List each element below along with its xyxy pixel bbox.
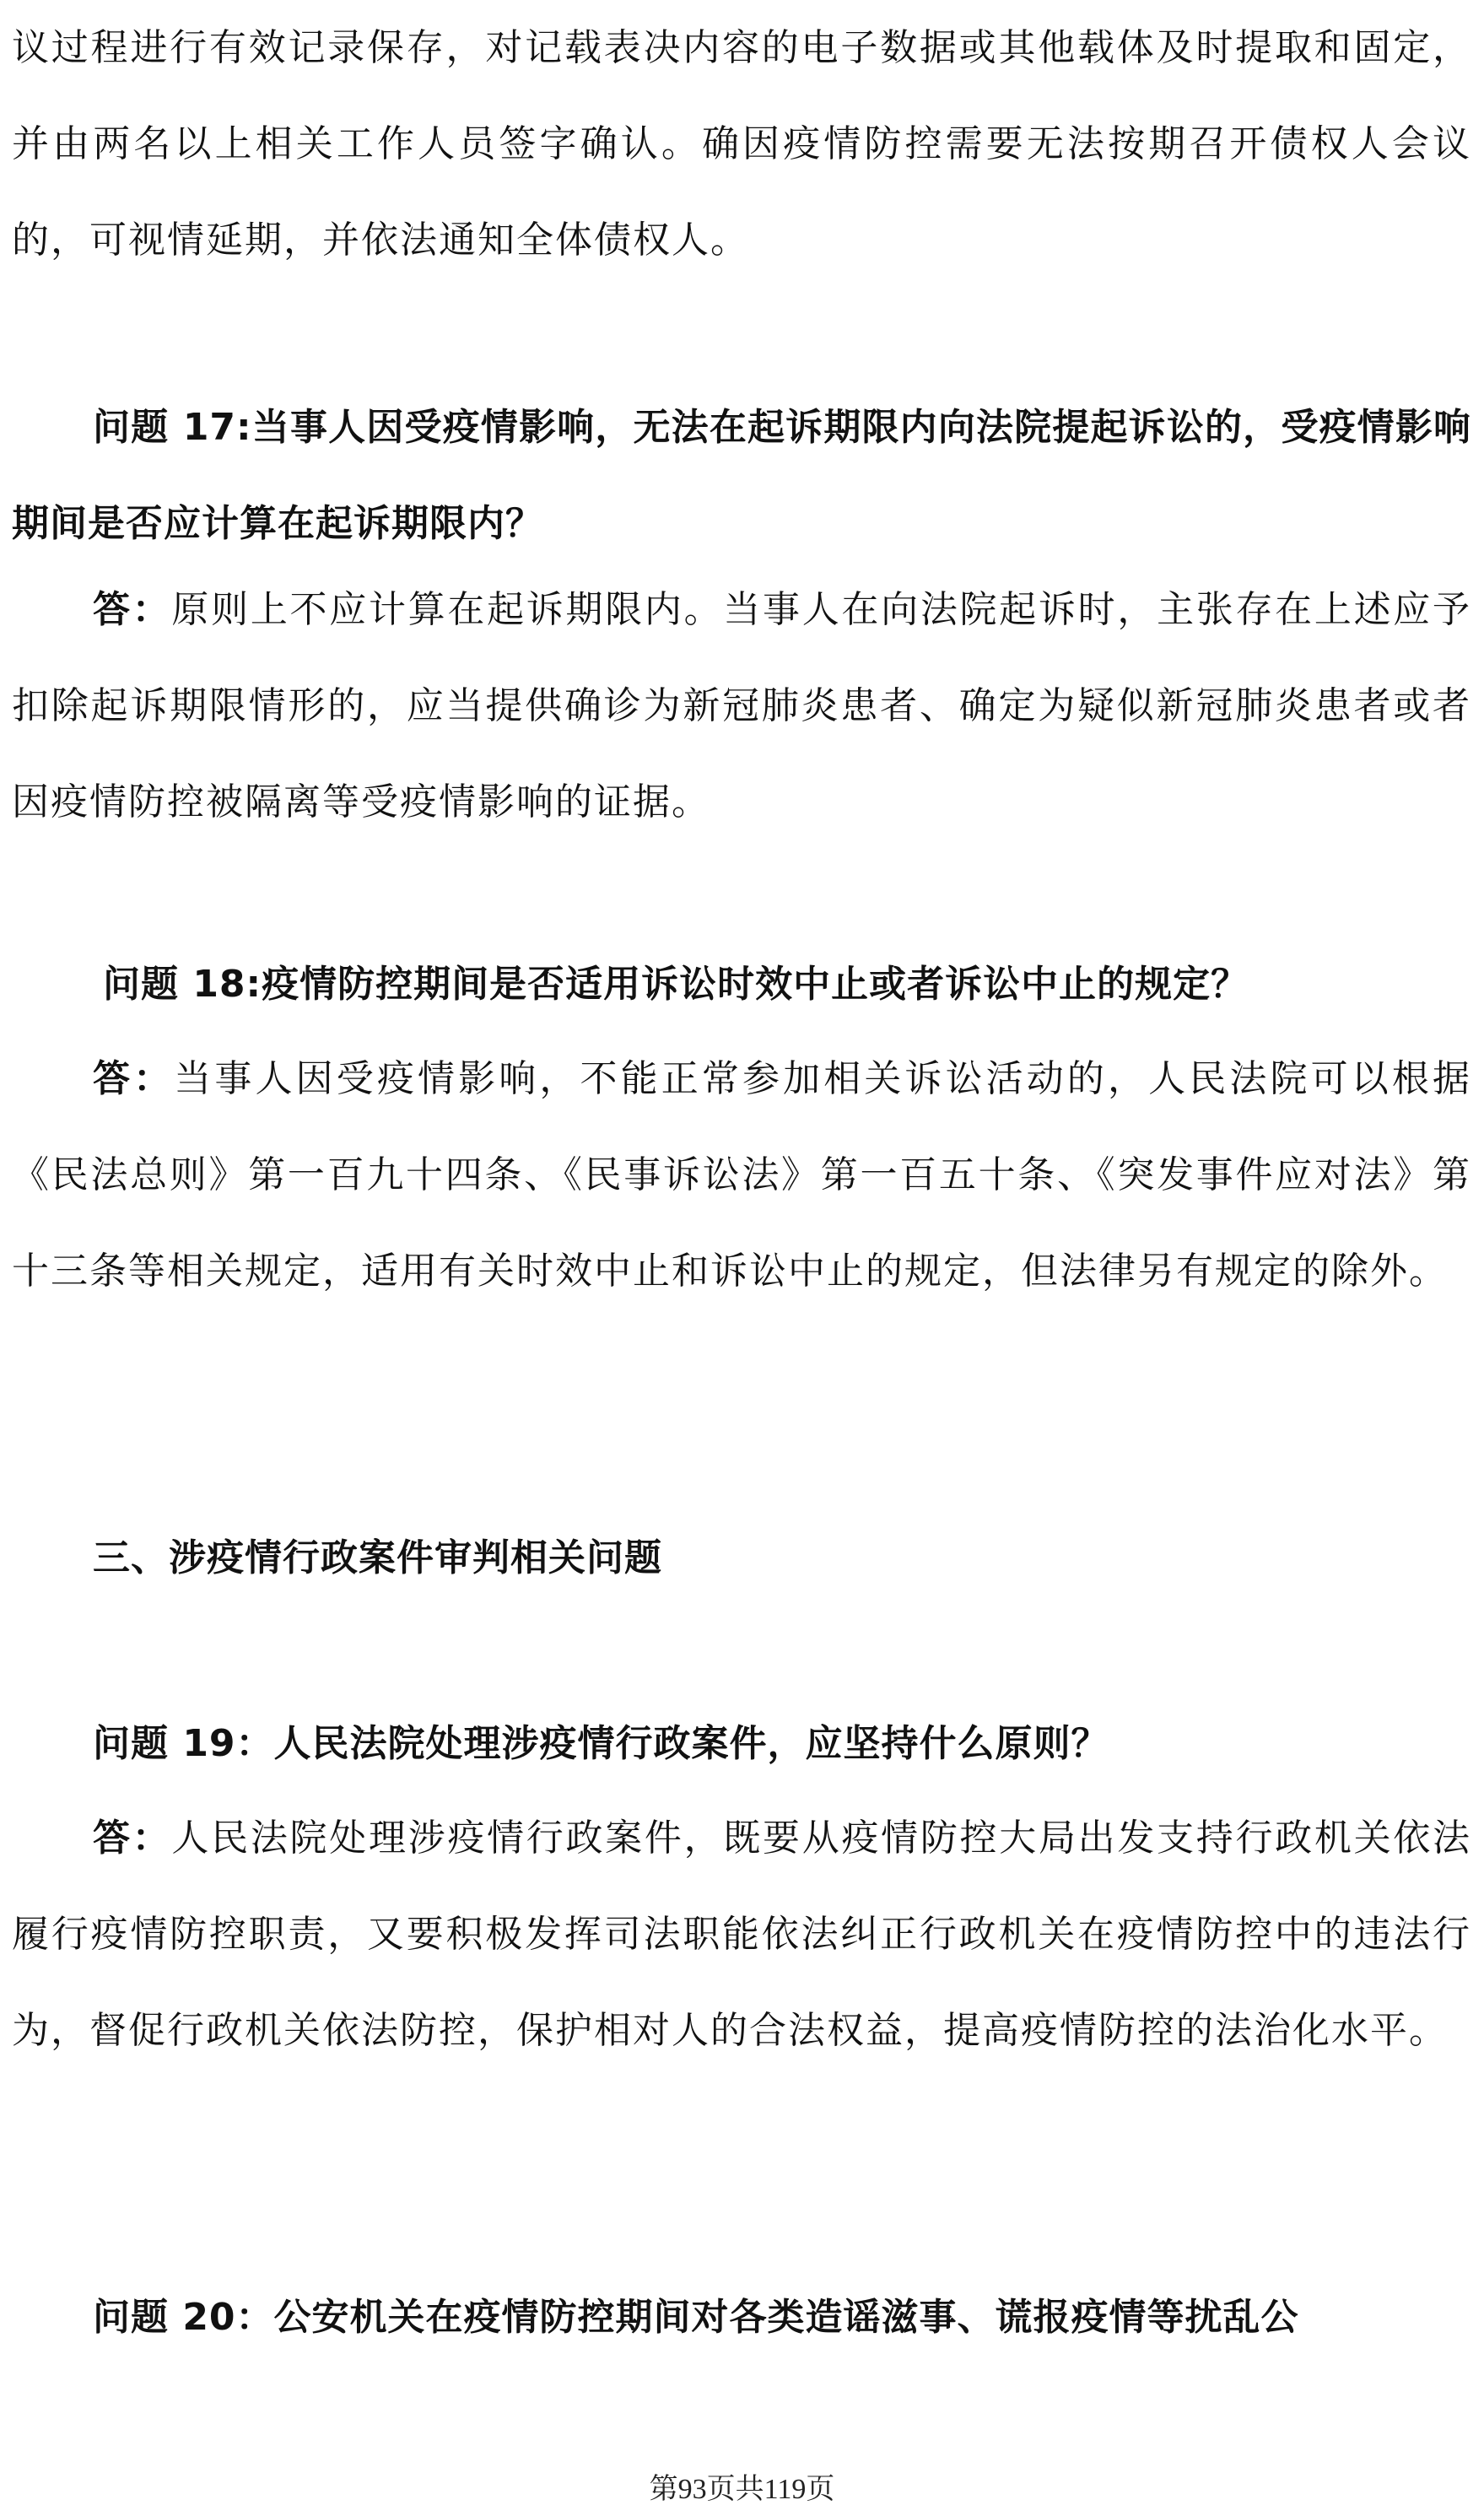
page-footer: [0, 2465, 1484, 2507]
answer-17: [12, 562, 1471, 850]
question-text: 问题 18:疫情防控期间是否适用诉讼时效中止或者诉讼中止的规定？: [103, 963, 1249, 1006]
question-text: 问题 19：人民法院处理涉疫情行政案件，应坚持什么原则？: [93, 1722, 1109, 1765]
question-19: [93, 1696, 1471, 1792]
paragraph-intro-continuation: [12, 0, 1471, 289]
page-number: 第93页共119页: [649, 2474, 835, 2505]
section-heading-text: 三、涉疫情行政案件审判相关问题: [93, 1536, 662, 1579]
answer-text: 当事人因受疫情影响，不能正常参加相关诉讼活动的，人民法院可以根据《民法总则》第一百九十四条、《民事诉讼法》第一百五十条、《突发事件应对法》第十三条等相关规定，适用有关时效中止和诉讼中止的规定，但法律另有规定的除外。: [12, 1057, 1472, 1293]
paragraph-text: 议过程进行有效记录保存，对记载表决内容的电子数据或其他载体及时提取和固定，并由两名以上相关工作人员签字确认。确因疫情防控需要无法按期召开债权人会议的，可视情延期，并依法通知全体债权人。: [12, 26, 1471, 262]
question-text: 问题 17:当事人因受疫情影响，无法在起诉期限内向法院提起诉讼的，受疫情影响期间是否应计算在起诉期限内？: [12, 406, 1471, 545]
question-text: 问题 20：公安机关在疫情防控期间对各类造谣滋事、谎报疫情等扰乱公: [93, 2296, 1299, 2339]
question-17: [12, 380, 1471, 572]
question-18: [103, 937, 1471, 1033]
question-20: [93, 2270, 1471, 2366]
answer-18: [12, 1031, 1471, 1320]
answer-label: 答：: [93, 588, 172, 631]
answer-19: [12, 1790, 1471, 2079]
section-heading-3: [93, 1510, 1471, 1606]
answer-label: 答：: [93, 1817, 172, 1860]
answer-label: 答：: [93, 1057, 175, 1100]
answer-text: 原则上不应计算在起诉期限内。当事人在向法院起诉时，主张存在上述应予扣除起诉期限情形的，应当提供确诊为新冠肺炎患者、确定为疑似新冠肺炎患者或者因疫情防控被隔离等受疫情影响的证据。: [12, 588, 1472, 823]
answer-text: 人民法院处理涉疫情行政案件，既要从疫情防控大局出发支持行政机关依法履行疫情防控职责，又要积极发挥司法职能依法纠正行政机关在疫情防控中的违法行为，督促行政机关依法防控，保护相对人的合法权益，提高疫情防控的法治化水平。: [12, 1817, 1472, 2052]
